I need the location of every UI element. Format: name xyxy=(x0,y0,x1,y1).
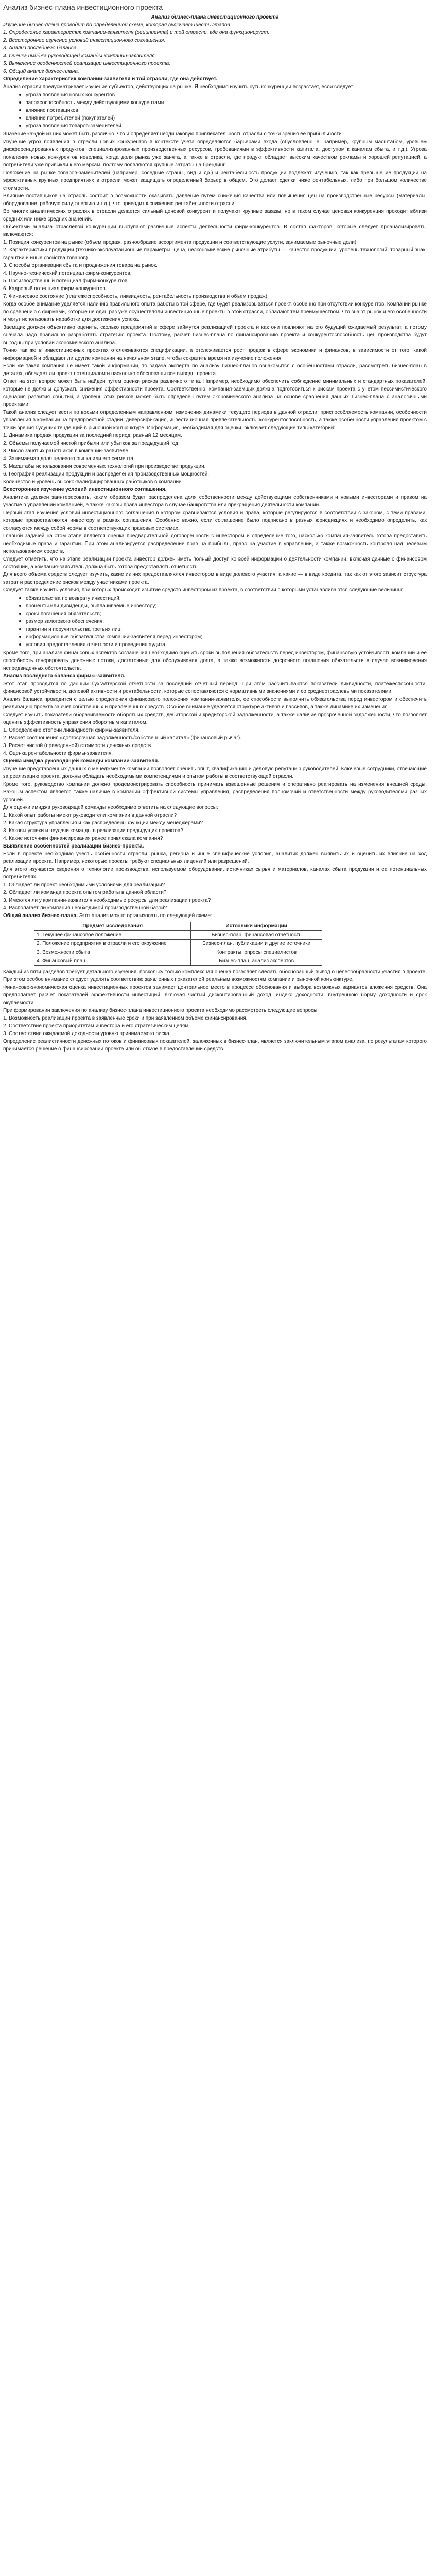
section-investment-agreement xyxy=(3,486,427,672)
table-cell: 3. Возможности сбыта xyxy=(34,948,191,957)
paragraph: Точно так же в инвестиционных проектах отслеживаются спецификации, а отслеживается рост продаж в сфере экономики и финансов, в зависимости от того, какой информацией и обладают ли другие компании на начальном этапе, чтобы сократить время на изучение положения. xyxy=(3,348,427,361)
section-heading: Определение характеристик компании-заявителя и той отрасли, где она действует. xyxy=(3,76,217,82)
paragraph: Количество и уровень высококвалифицированных работников в компании. xyxy=(3,479,183,485)
paragraph-group xyxy=(3,765,427,842)
table-header-row xyxy=(34,922,322,931)
paragraph: 1. Возможность реализации проекта в заявленные сроки и при заявленном объеме финансирования. xyxy=(3,1015,248,1021)
list-item: условия предоставления отчетности и проведения аудита. xyxy=(26,641,427,649)
list-item: угроза появления новых конкурентов xyxy=(26,91,427,99)
paragraph: 1. Динамика продаж продукции за последний период, равный 12 месяцам. xyxy=(3,433,182,438)
intro-step: 6. Общий анализ бизнес-плана. xyxy=(3,69,79,74)
section-heading: Оценка имиджа руководящей команды компании-заявителя. xyxy=(3,758,159,764)
paragraph: Если в проекте необходимо учесть особенности отрасли, рынка, региона и иные специфические условия, аналитик должен выявить их и оценить их влияние на ход реализации проекта. Например, некоторые проекты требуют специальных лицензий или разрешений. xyxy=(3,851,427,865)
intro-heading: Анализ бизнес-плана инвестиционного проекта xyxy=(151,14,279,20)
list-item: проценты или дивиденды, выплачиваемые инвестору; xyxy=(26,602,427,610)
paragraph: 3. Способы организации сбыта и продвижения товара на рынок. xyxy=(3,263,158,268)
paragraph: При формировании заключения по анализу бизнес-плана инвестиционного проекта необходимо рассмотреть следующие вопросы: xyxy=(3,1008,319,1013)
table-row xyxy=(34,931,322,940)
paragraph: Изучение угроз появления в отрасли новых конкурентов в контексте учета определяются барьерами входа (обусловленные, например, крупным масштабом, уровнем дифференцированных продуктов, специализированных производственных ресурсов, требованиями в эффективности капитала, доступом к каналам сбыта, и т.д.). Угроза появления новых конкурентов невелика, когда доля рынка уже занята, а также в отрасли, где продукт обладает высоким качеством рекламы и хорошей репутацией, а потребители уже привыкли к его маркам, поэтому появляются крупные затраты на брендинг. xyxy=(3,139,427,168)
list-item: сроки погашения обязательств; xyxy=(26,610,427,618)
paragraph: 2. Характеристики продукции (технико-эксплуатационные параметры, цена, неэкономические рыночные атрибуты — качество продукции, уровень технологий, товарный знак, гарантии и иные свойства товаров). xyxy=(3,247,427,261)
paragraph: Для оценки имиджа руководящей команды необходимо ответить на следующие вопросы: xyxy=(3,805,218,810)
paragraph: Для всего объема средств следует изучить, какие из них предоставляются инвестором в виде долевого участия, а какие — в виде кредита, так как от этого зависит структура затрат и распределение рисков между участниками проекта. xyxy=(3,572,427,585)
list-item: информационные обязательства компании-заявителя перед инвестором; xyxy=(26,633,427,641)
paragraph: 4. Какие источники финансирования ранее привлекала компания? xyxy=(3,836,163,841)
column-header: Предмет исследования xyxy=(34,922,191,931)
table-cell: Бизнес-план, анализ экспертов xyxy=(191,957,322,966)
paragraph: Определение реалистичности денежных потоков и финансовых показателей, заложенных в бизнес-план, является заключительным этапом анализа, по результатам которого принимается решение о финансировании проекта или об отказе в предоставлении средств. xyxy=(3,1039,427,1052)
section-heading: Выявление особенностей реализации бизнес-проекта. xyxy=(3,843,144,849)
intro-step: 5. Выявление особенностей реализации инвестиционного проекта. xyxy=(3,61,171,66)
paragraph: 2. Какая структура управления и как распределены функции между менеджерами? xyxy=(3,820,203,826)
paragraph: Анализ баланса проводится с целью определения финансового положения компании-заявителя, ее способности выполнить обязательства перед инвестором и обеспечить реализацию проекта за счет собственных и привлеченных средств. Особое внимание уделяется структуре активов и пассивов, а также динамике их изменения. xyxy=(3,697,427,710)
table-cell: Контракты, опросы специалистов xyxy=(191,948,322,957)
section-balance-analysis xyxy=(3,672,427,757)
paragraph: 1. Позиция конкурентов на рынке (объем продаж, разнообразие ассортимента продукции и соответствующие услуги, занимаемые рыночные доли). xyxy=(3,240,358,245)
paragraph: 2. Объемы получаемой чистой прибыли или убытков за предыдущий год. xyxy=(3,440,180,446)
paragraph: Первый этап изучения условий инвестиционного соглашения в котором сравниваются условия и права, которые регулируются в соответствии с законом, с теми правами, которые предоставляются инвестору в рамках соглашения. Особенно важно, если соглашение было подписано в разных юрисдикциях и необходимо определить, как согласуются между собой нормы в соответствующих правовых системах. xyxy=(3,510,427,531)
paragraph-group xyxy=(3,850,427,912)
paragraph: 5. Производственный потенциал фирм-конкурентов. xyxy=(3,278,129,284)
table-cell: 1. Текущее финансовое положение xyxy=(34,931,191,940)
paragraph: 5. Масштабы использования современных технологий при производстве продукции. xyxy=(3,464,206,469)
table-cell: 4. Финансовый план xyxy=(34,957,191,966)
paragraph: Когда особое внимание уделяется наличию правильного опыта работы в той сфере, где будет реализовываться проект, особенно при отсутствии конкурентов. Компании рынке по сравнению с фирмами, которые не один раз уже осуществляли инвестиционные проекты в этой отрасли, обладают тем преимуществом, что знают рынок и его особенности и могут использовать наработки для достижения успеха. xyxy=(3,301,427,323)
paragraph: 1. Обладает ли проект необходимыми условиями для реализации? xyxy=(3,882,165,888)
table-cell: Бизнес-план, финансовая отчетность xyxy=(191,931,322,940)
paragraph: 3. Расчет чистой (приведенной) стоимости денежных средств. xyxy=(3,743,152,749)
table-row xyxy=(34,948,322,957)
paragraph: Положение на рынке товаров-заменителей (например, соседние страны, вид и др.) и рентабельность продукции подлежат изучению, так как превышение продукции на эффективных крупных предприятиях в отрасли может защищать определенный барьер в общем. Это делает сделки ниже рентабельных, либо при большом количестве стоимости. xyxy=(3,170,427,191)
paragraph: 3. Имеются ли у компании-заявителя необходимые ресурсы для реализации проекта? xyxy=(3,897,211,903)
paragraph: 6. География реализации продукции и распределения производственных мощностей. xyxy=(3,471,210,477)
paragraph: Главной задачей на этом этапе является оценка предварительной договоренности с инвестором и определение того, насколько компания-заявитель готова предоставить необходимые права и гарантии. При этом анализируется распределение прав на прибыль, право на участие в управлении, а также возможность контроля над целевым использованием средств. xyxy=(3,533,427,554)
table-row xyxy=(34,957,322,966)
numbered-list xyxy=(3,726,427,757)
section-heading: Анализ последнего баланса фирмы-заявителя. xyxy=(3,673,126,679)
paragraph: 4. Занимаемая доля целевого рынка или его сегмента. xyxy=(3,456,135,462)
paragraph: Следует отметить, что на этапе реализации проекта инвестор должен иметь полный доступ ко всей информации о деятельности компании, включая данные о финансовом состоянии, а компания-заявитель должна быть готова предоставлять отчетность. xyxy=(3,556,427,570)
paragraph: Ответ на этот вопрос может быть найден путем оценки рисков различного типа. Например, необходимо обеспечить соблюдение минимальных и стандартных показателей, которые не должны допускать снижения эффективности проекта. Соответственно, компания-заемщик должна подготовиться к рискам проекта с учетом пессимистического сценария развития событий, а уровень этих рисков может быть определен путем экономического анализа на основе сравнения данных бизнес-плана с аналогичными проектами. xyxy=(3,379,427,408)
paragraph: Кроме того, руководство компании должно продемонстрировать способность принимать взвешенные решения и оперативно реагировать на изменения внешней среды. Важным аспектом является также наличие в компании эффективной системы управления, распределения полномочий и ответственности между руководителями разных уровней. xyxy=(3,782,427,803)
paragraph: Аналитика должен заинтересовать, каким образом будет распределена доля собственности между действующими собственниками и новыми инвесторами и правом на участие в управлении компанией, а также каковы права инвестора в случае банкротства или прекращения деятельности компании. xyxy=(3,495,427,508)
intro-section xyxy=(3,13,427,75)
paragraph: 6. Кадровый потенциал фирм-конкурентов. xyxy=(3,286,107,292)
intro-step: 1. Определение характеристик компании-заявителя (реципиента) и той отрасли, где она функционирует. xyxy=(3,30,270,36)
list-item: влияние потребителей (покупателей) xyxy=(26,114,427,122)
paragraph-group xyxy=(3,494,427,586)
page-title: Анализ бизнес-плана инвестиционного проекта xyxy=(3,3,163,11)
paragraph: Финансово-экономическая оценка инвестиционных проектов занимает центральное место в процессе обоснования и выбора возможных вариантов вложения средств. Она предполагает расчет показателей эффективности инвестиций, включая чистый дисконтированный доход, индекс доходности, внутреннюю норму доходности и срок окупаемости. xyxy=(3,985,427,1006)
bullet-list xyxy=(3,595,427,649)
section-lead: Этот анализ можно организовать по следующей схеме: xyxy=(79,913,212,919)
section-project-specifics xyxy=(3,842,427,912)
paragraph: Такой анализ следует вести по восьми определенным направлениям: изменения динамики текущего периода в данной отрасли, приспособляемость компании, особенности управления в компании на предпроектной стадии, диверсификация, инвестиционная привлекательность, конкурентоспособность, а также особенности управления проектом с точки зрения будущих тенденций в рыночной конъюнктуре. Информация, необходимая для оценки, включает следующие типы категорий: xyxy=(3,410,427,431)
list-item: размер залогового обеспечения; xyxy=(26,618,427,625)
paragraph: Следует также изучить условия, при которых происходит изъятие средств инвестором из проекта, в соответствии с которыми устанавливаются следующие величины: xyxy=(3,587,404,593)
paragraph: 7. Финансовое состояние (платежеспособность, ликвидность, рентабельность производства и объем продаж). xyxy=(3,294,269,299)
section-management-image xyxy=(3,757,427,842)
paragraph: Следует изучить показатели оборачиваемости оборотных средств, дебиторской и кредиторской задолженности, а также наличие просроченной задолженности, что позволяет оценить эффективность управления оборотным капиталом. xyxy=(3,712,427,725)
paragraph: Заемщик должен объективно оценить, сколько предприятий в сфере займутся реализацией проекта и как они повлияют на его будущий ожидаемый результат, а потому сначала надо правильно разработать стратегию проекта. Поэтому, расчет бизнес-плана по финансированию проекта и конкурентоспособность цен производства будут выгодны при условии экономического анализа. xyxy=(3,325,427,346)
section-general-analysis xyxy=(3,912,427,1053)
paragraph: Объектами анализа отраслевой конкуренции выступают различные аспекты деятельности фирм-конкурентов. В состав факторов, которые следует проанализировать, включаются: xyxy=(3,224,427,238)
bullet-list xyxy=(3,91,427,130)
paragraph: 3. Соответствие ожидаемой доходности уровню принимаемого риска. xyxy=(3,1031,171,1037)
paragraph: 4. Оценка рентабельности фирмы-заявителя. xyxy=(3,751,113,756)
paragraph: 1. Какой опыт работы имеют руководители компании в данной отрасли? xyxy=(3,812,177,818)
paragraph: Изучение представленных данных о менеджменте компании позволяет оценить опыт, квалификацию и деловую репутацию руководителей. Ключевые сотрудники, отвечающие за реализацию проекта, должны обладать необходимыми компетенциями и опытом работы в соответствующей отрасли. xyxy=(3,766,427,779)
paragraph: 1. Определение степени ликвидности фирмы-заявителя. xyxy=(3,727,140,733)
list-item: влияние поставщиков xyxy=(26,107,427,114)
section-company-characteristics xyxy=(3,75,427,486)
list-item: запрасоспособность между действующими конкурентами xyxy=(26,99,427,107)
intro-step: 2. Всестороннее изучение условий инвестиционного соглашения. xyxy=(3,38,165,43)
list-item: угроза появления товаров-заменителей xyxy=(26,122,427,130)
paragraph: 3. Каковы успехи и неудачи команды в реализации предыдущих проектов? xyxy=(3,828,183,834)
paragraph-group xyxy=(3,680,427,726)
paragraph: 2. Расчет соотношения «долгосрочная задолженность/собственный капитал» (финансовый рычаг). xyxy=(3,735,241,741)
paragraph: 4. Располагает ли компания необходимой производственной базой? xyxy=(3,905,167,911)
paragraph: 2. Соответствие проекта приоритетам инвестора и его стратегическим целям. xyxy=(3,1023,190,1029)
paragraph: 2. Обладает ли команда проекта опытом работы в данной области? xyxy=(3,890,167,895)
table-cell: Бизнес-план, публикации и другие источники xyxy=(191,940,322,948)
paragraph: Влияние поставщиков на отрасль состоит в возможности оказывать давление путем снижения качества или повышения цен на производственные ресурсы (материалы, оборудование, рабочую силу, энергию и т.д.), что приводит к снижению рентабельности отрасли. xyxy=(3,193,427,207)
paragraph-group xyxy=(3,130,427,486)
paragraph: 4. Научно-технический потенциал фирм-конкурентов. xyxy=(3,270,132,276)
paragraph-group xyxy=(3,968,427,1053)
section-heading: Всестороннее изучение условий инвестиционного соглашения. xyxy=(3,487,167,493)
paragraph: Во многих аналитических отраслях в отрасли делается сильный ценовой конкурент и получают крупные заказы, но в таком случае ценовая конкуренция проходит вблизи средних или ниже средних значений. xyxy=(3,209,427,222)
paragraph: 3. Число занятых работников в компании-заявителе. xyxy=(3,448,130,454)
paragraph: Этот этап проводится по данным бухгалтерской отчетности за последний отчетный период. При этом рассчитываются показатели ликвидности, платежеспособности, финансовой устойчивости, деловой активности и рентабельности, которые сопоставляются с нормативными значениями и со среднеотраслевыми показателями. xyxy=(3,681,427,694)
list-item: гарантии и поручительства третьих лиц; xyxy=(26,625,427,633)
column-header: Источники информации xyxy=(191,922,322,931)
table-row xyxy=(34,940,322,948)
intro-steps xyxy=(3,29,427,75)
intro-step: 4. Оценка имиджа руководящей команды компании-заявителя. xyxy=(3,53,156,59)
list-item: обязательства по возврату инвестиций; xyxy=(26,595,427,602)
intro-step: 3. Анализ последнего баланса. xyxy=(3,45,78,51)
document xyxy=(0,0,430,1058)
paragraph: Кроме того, при анализе финансовых аспектов соглашения необходимо оценить сроки выполнения обязательств перед инвестором, финансовую устойчивость компании и ее способность генерировать денежные потоки, достаточные для обслуживания долга, а также возможность досрочного погашения обязательств в случае возникновения непредвиденных обстоятельств. xyxy=(3,650,427,671)
paragraph: Анализ отрасли предусматривает изучение субъектов, действующих на рынке. Я необходимо изучить суть конкуренции возрастает, если следует: xyxy=(3,84,355,90)
paragraph: Значение каждой из них может быть различно, что и определяет неодинаковую привлекательность отрасли с точки зрения ее прибыльности. xyxy=(3,131,343,137)
table-cell: 2. Положение предприятия в отрасли и его окружение xyxy=(34,940,191,948)
paragraph: Для этого изучаются сведения о технологии производства, используемом оборудовании, источниках сырья и материалов, каналах сбыта продукции и ее потенциальных потребителях. xyxy=(3,867,427,880)
intro-lead: Изучение бизнес-плана проводит по определенной схеме, которая включает шесть этапов: xyxy=(3,22,232,28)
section-heading: Общий анализ бизнес-плана. xyxy=(3,913,78,919)
paragraph: Каждый из пяти разделов требует детального изучения, поскольку только комплексная оценка позволяет сделать обоснованный вывод о целесообразности участия в проекте. При этом особое внимание следует уделять соответствию заявленных показателей реальным возможностям компании и рыночной конъюнктуре. xyxy=(3,969,427,982)
paragraph: Если же такая компания не имеет такой информации, то задача эксперта по анализу бизнес-планов ознакомится с особенностями отрасли, рассмотреть бизнес-план в деталях, обладает ли проект потенциалом и насколько обоснованы все выводы проекта. xyxy=(3,363,427,377)
analysis-table xyxy=(34,922,322,966)
